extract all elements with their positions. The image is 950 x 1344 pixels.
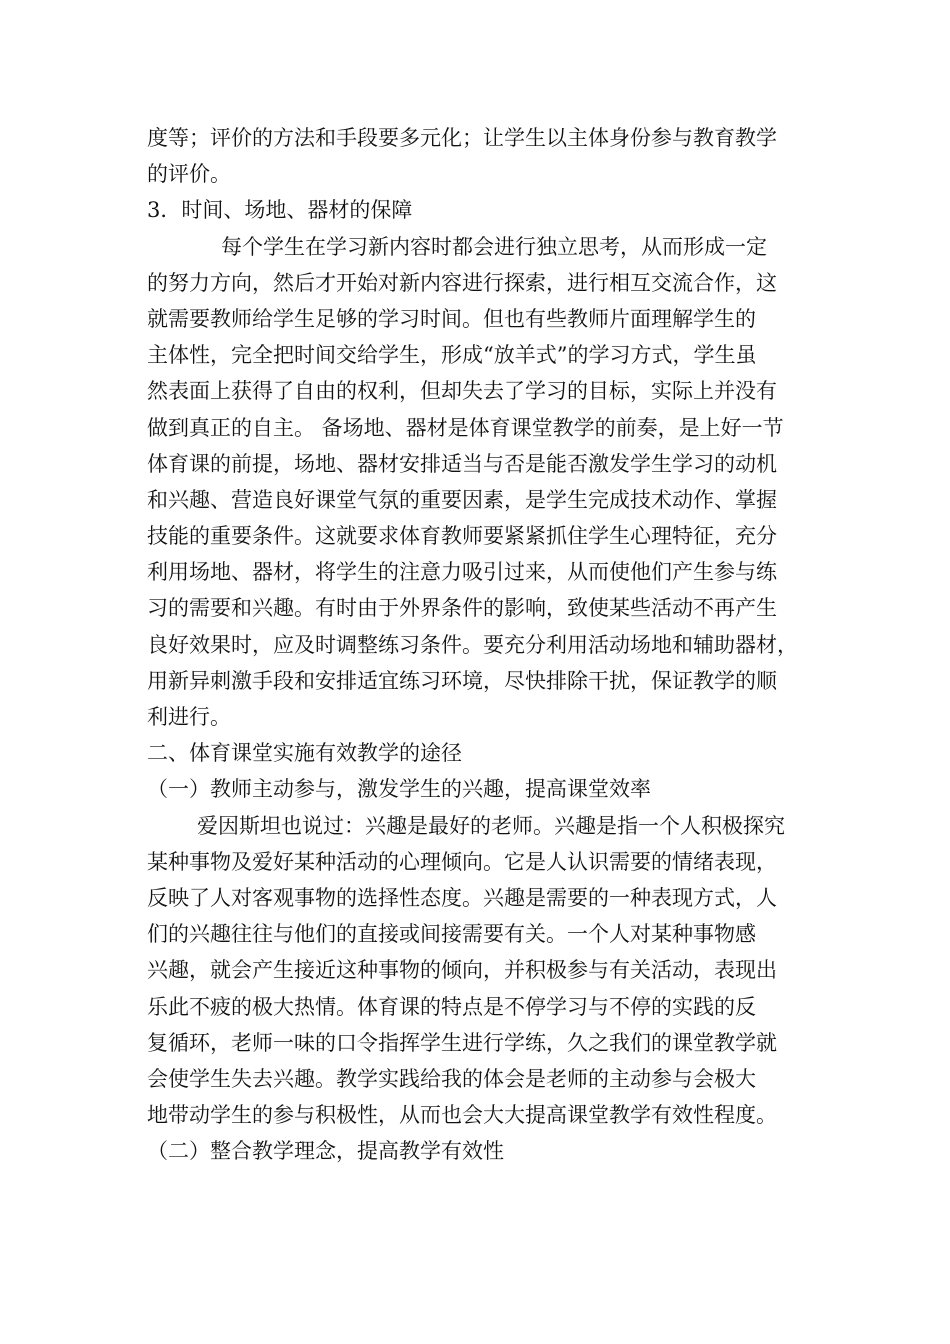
text-line: 反映了人对客观事物的选择性态度。兴趣是需要的一种表现方式，人: [147, 885, 777, 910]
text-line: 和兴趣、营造良好课堂气氛的重要因素，是学生完成技术动作、掌握: [147, 487, 777, 512]
text-line: 利进行。: [147, 705, 231, 729]
text-line: 技能的重要条件。这就要求体育教师要紧紧抓住学生心理特征，充分: [147, 524, 777, 549]
text-line: 然表面上获得了自由的权利，但却失去了学习的目标，实际上并没有: [147, 379, 777, 404]
text-line: 体育课的前提，场地、器材安排适当与否是能否激发学生学习的动机: [147, 451, 777, 476]
paragraph-first-line: 每个学生在学习新内容时都会进行独立思考，从而形成一定: [221, 234, 767, 259]
text-line: 复循环，老师一味的口令指挥学生进行学练，久之我们的课堂教学就: [147, 1030, 777, 1055]
text-line: 会使学生失去兴趣。教学实践给我的体会是老师的主动参与会极大: [147, 1066, 756, 1091]
text-line: 某种事物及爱好某种活动的心理倾向。它是人认识需要的情绪表现，: [147, 849, 777, 874]
text-line: 用新异刺激手段和安排适宜练习环境，尽快排除干扰，保证教学的顺: [147, 668, 777, 693]
paragraph-first-line: 爱因斯坦也说过：兴趣是最好的老师。兴趣是指一个人积极探究: [197, 813, 785, 838]
section-heading: 二、体育课堂实施有效教学的途径: [147, 741, 462, 766]
text-line: 的评价。: [147, 162, 231, 187]
text-line: 利用场地、器材，将学生的注意力吸引过来，从而使他们产生参与练: [147, 560, 777, 585]
text-line: 兴趣，就会产生接近这种事物的倾向，并积极参与有关活动，表现出: [147, 958, 777, 983]
document-body: [147, 120, 827, 1169]
subsection-heading: （一）教师主动参与，激发学生的兴趣，提高课堂效率: [147, 777, 651, 802]
text-line: 主体性，完全把时间交给学生，形成“放羊式”的学习方式，学生虽: [147, 343, 757, 368]
text-line: 做到真正的自主。 备场地、器材是体育课堂教学的前奏，是上好一节: [147, 415, 784, 440]
text-line: 地带动学生的参与积极性，从而也会大大提高课堂教学有效性程度。: [147, 1103, 777, 1128]
text-line: 就需要教师给学生足够的学习时间。但也有些教师片面理解学生的: [147, 306, 756, 331]
text-line: 习的需要和兴趣。有时由于外界条件的影响，致使某些活动不再产生: [147, 596, 777, 621]
text-line: 良好效果时，应及时调整练习条件。要充分利用活动场地和辅助器材，: [147, 632, 798, 657]
subsection-heading: （二）整合教学理念，提高教学有效性: [147, 1139, 504, 1164]
section-heading: 3．时间、场地、器材的保障: [147, 198, 413, 223]
text-line: 们的兴趣往往与他们的直接或间接需要有关。一个人对某种事物感: [147, 922, 756, 947]
text-line: 的努力方向，然后才开始对新内容进行探索，进行相互交流合作，这: [147, 270, 777, 295]
text-line: 乐此不疲的极大热情。体育课的特点是不停学习与不停的实践的反: [147, 994, 756, 1019]
text-line: 度等；评价的方法和手段要多元化；让学生以主体身份参与教育教学: [147, 126, 777, 150]
